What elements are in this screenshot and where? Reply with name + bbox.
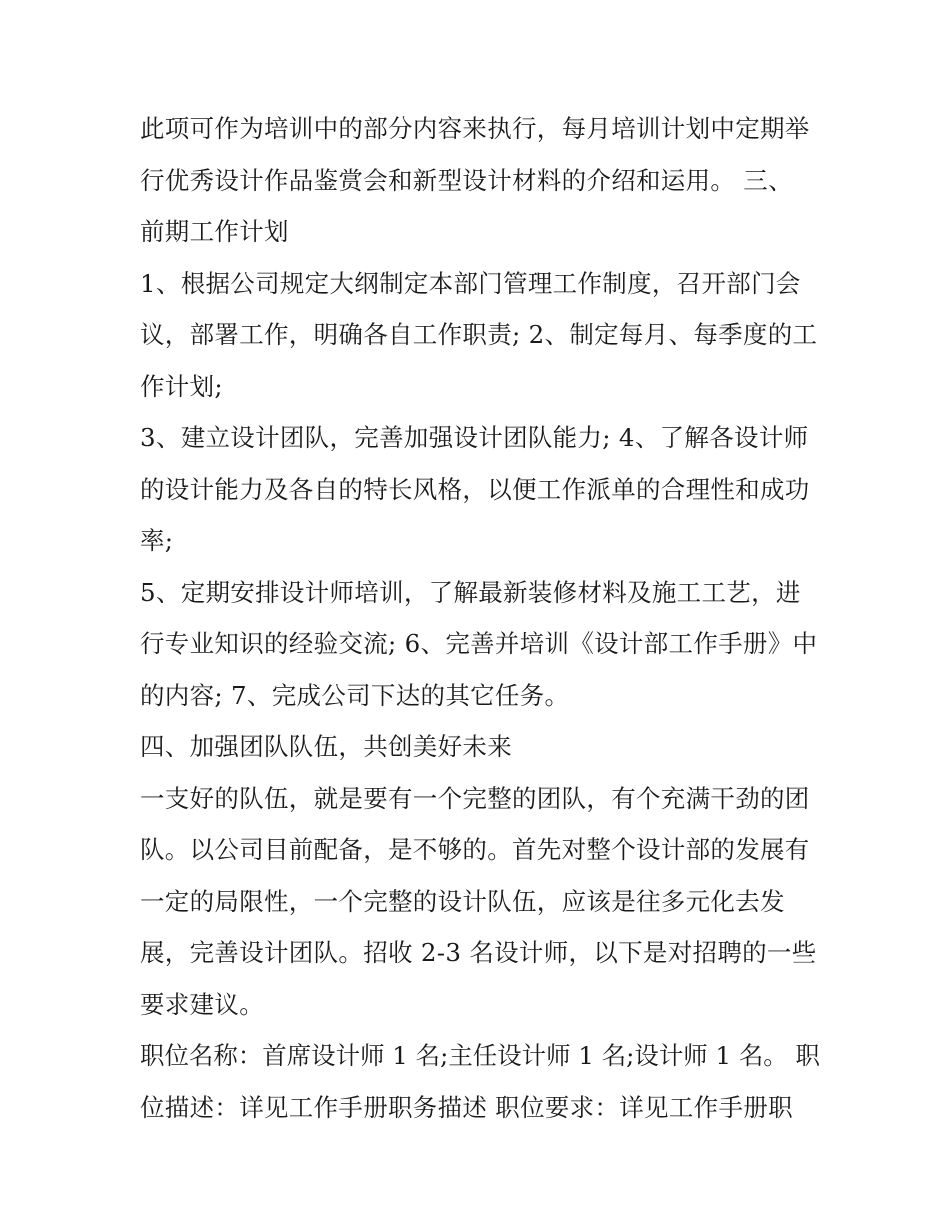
text-line: 位描述：详见工作手册职务描述 职位要求：详见工作手册职 xyxy=(140,1092,793,1122)
text-line: 议，部署工作，明确各自工作职责; 2、制定每月、每季度的工 xyxy=(140,320,818,349)
document-body xyxy=(140,103,820,1133)
text-line: 行优秀设计作品鉴赏会和新型设计材料的介绍和运用。 三、 xyxy=(140,165,793,195)
text-line: 的内容; 7、完成公司下达的其它任务。 xyxy=(140,680,570,710)
section-heading: 前期工作计划 xyxy=(140,217,289,246)
text-line: 一定的局限性，一个完整的设计队伍，应该是往多元化去发 xyxy=(140,886,785,916)
text-line: 职位名称：首席设计师 1 名;主任设计师 1 名;设计师 1 名。 职 xyxy=(140,1041,820,1070)
text-line: 的设计能力及各自的特长风格，以便工作派单的合理性和成功 xyxy=(140,474,810,504)
text-line: 要求建议。 xyxy=(140,989,264,1019)
text-line: 行专业知识的经验交流; 6、完善并培训《设计部工作手册》中 xyxy=(140,629,818,658)
text-line: 1、根据公司规定大纲制定本部门管理工作制度，召开部门会 xyxy=(140,268,801,298)
text-line: 队。以公司目前配备，是不够的。首先对整个设计部的发展有 xyxy=(140,835,810,864)
text-line: 3、建立设计团队，完善加强设计团队能力; 4、了解各设计师 xyxy=(140,423,809,452)
text-line: 此项可作为培训中的部分内容来执行，每月培训计划中定期举 xyxy=(140,114,810,143)
text-line: 5、定期安排设计师培训，了解最新装修材料及施工工艺，进 xyxy=(140,577,801,607)
text-line: 率; xyxy=(140,526,174,555)
text-line: 展，完善设计团队。招收 2-3 名设计师，以下是对招聘的一些 xyxy=(140,938,817,967)
section-heading: 四、加强团队队伍，共创美好未来 xyxy=(140,732,512,761)
text-line: 作计划; xyxy=(140,371,223,401)
text-line: 一支好的队伍，就是要有一个完整的团队，有个充满干劲的团 xyxy=(140,783,810,813)
